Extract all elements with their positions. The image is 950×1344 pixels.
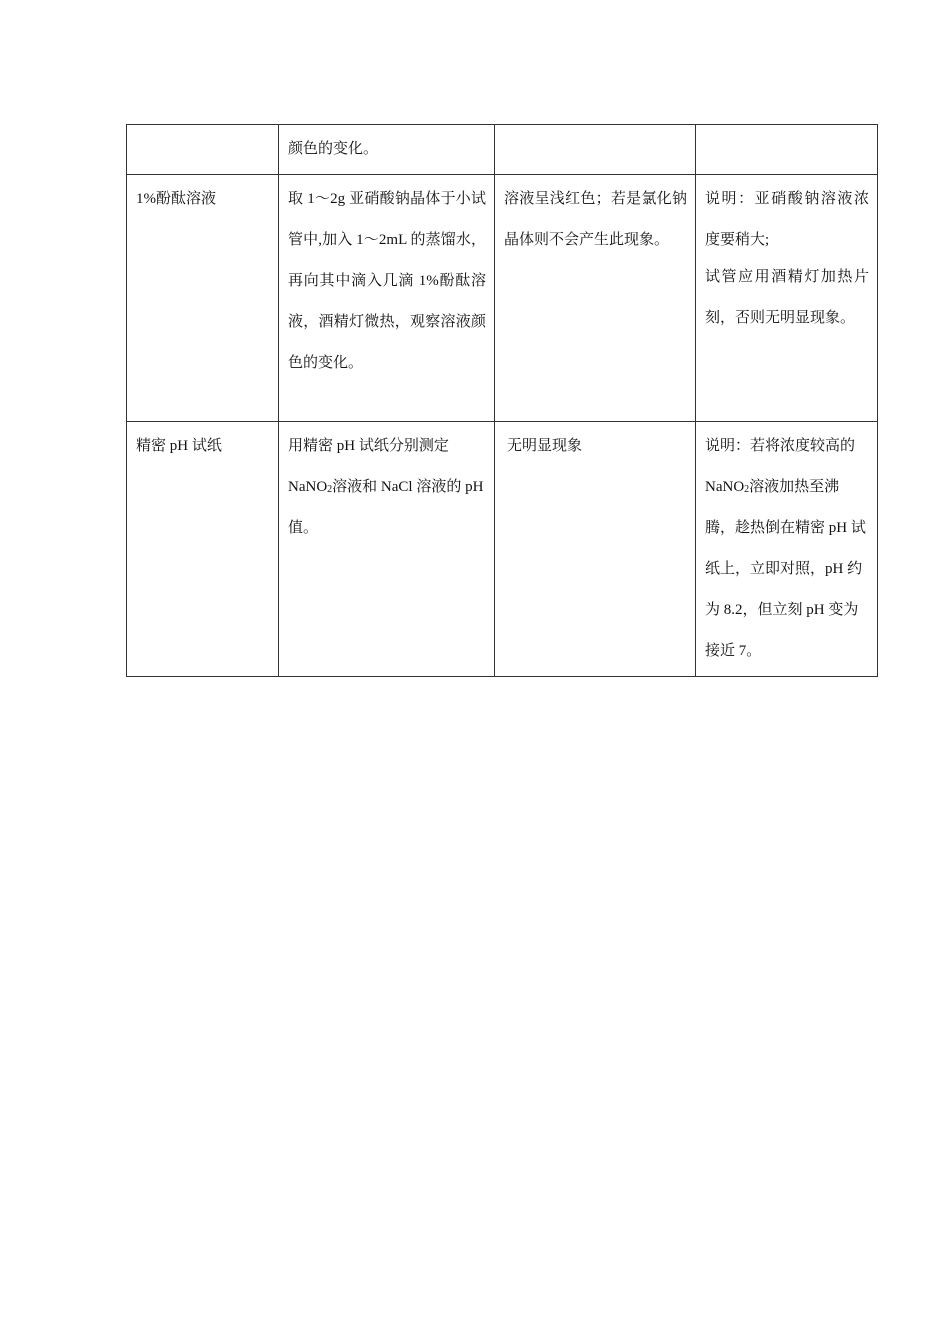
phenomenon-text: 溶液呈浅红色；若是氯化钠晶体则不会产生此现象。 (504, 191, 687, 248)
cell-phenomenon (495, 175, 696, 422)
note-text-part1: 说明：若将浓度较高的 NaNO (705, 438, 856, 495)
subscript-2: 2 (744, 484, 750, 495)
cell-method (279, 422, 495, 677)
method-text-part1: 用精密 pH 试纸分别测定 NaNO (288, 438, 449, 495)
table-row-phenolphthalein (127, 175, 878, 422)
cell-note (696, 422, 878, 677)
table-row-ph-paper (127, 422, 878, 677)
note-line-1: 说明：亚硝酸钠溶液浓度要稍大; (705, 191, 869, 248)
cell-method: 颜色的变化。 (279, 125, 495, 175)
subscript-2: 2 (327, 484, 333, 495)
note-line-2: 试管应用酒精灯加热片刻，否则无明显现象。 (705, 269, 869, 326)
cell-reagent (127, 422, 279, 677)
cell-note (696, 125, 878, 175)
cell-phenomenon (495, 422, 696, 677)
method-text: 取 1～2g 亚硝酸钠晶体于小试管中,加入 1～2mL 的蒸馏水，再向其中滴入几滴 1%酚酞溶液，酒精灯微热，观察溶液颜色的变化。 (288, 191, 486, 371)
table-row-continued (127, 125, 878, 175)
phenomenon-text: 无明显现象 (507, 438, 583, 454)
reagent-name: 1%酚酞溶液 (136, 191, 216, 207)
cell-phenomenon (495, 125, 696, 175)
cell-reagent (127, 125, 279, 175)
reagent-name: 精密 pH 试纸 (136, 438, 222, 454)
note-text-part2: 溶液加热至沸腾，趁热倒在精密 pH 试纸上，立即对照，pH 约为 8.2，但立刻 pH 变为接近 7。 (705, 479, 866, 659)
cell-note (696, 175, 878, 422)
cell-method (279, 175, 495, 422)
experiment-table (126, 124, 878, 677)
method-text-part2: 溶液和 NaCl 溶液的 pH 值。 (288, 479, 484, 536)
cell-reagent (127, 175, 279, 422)
